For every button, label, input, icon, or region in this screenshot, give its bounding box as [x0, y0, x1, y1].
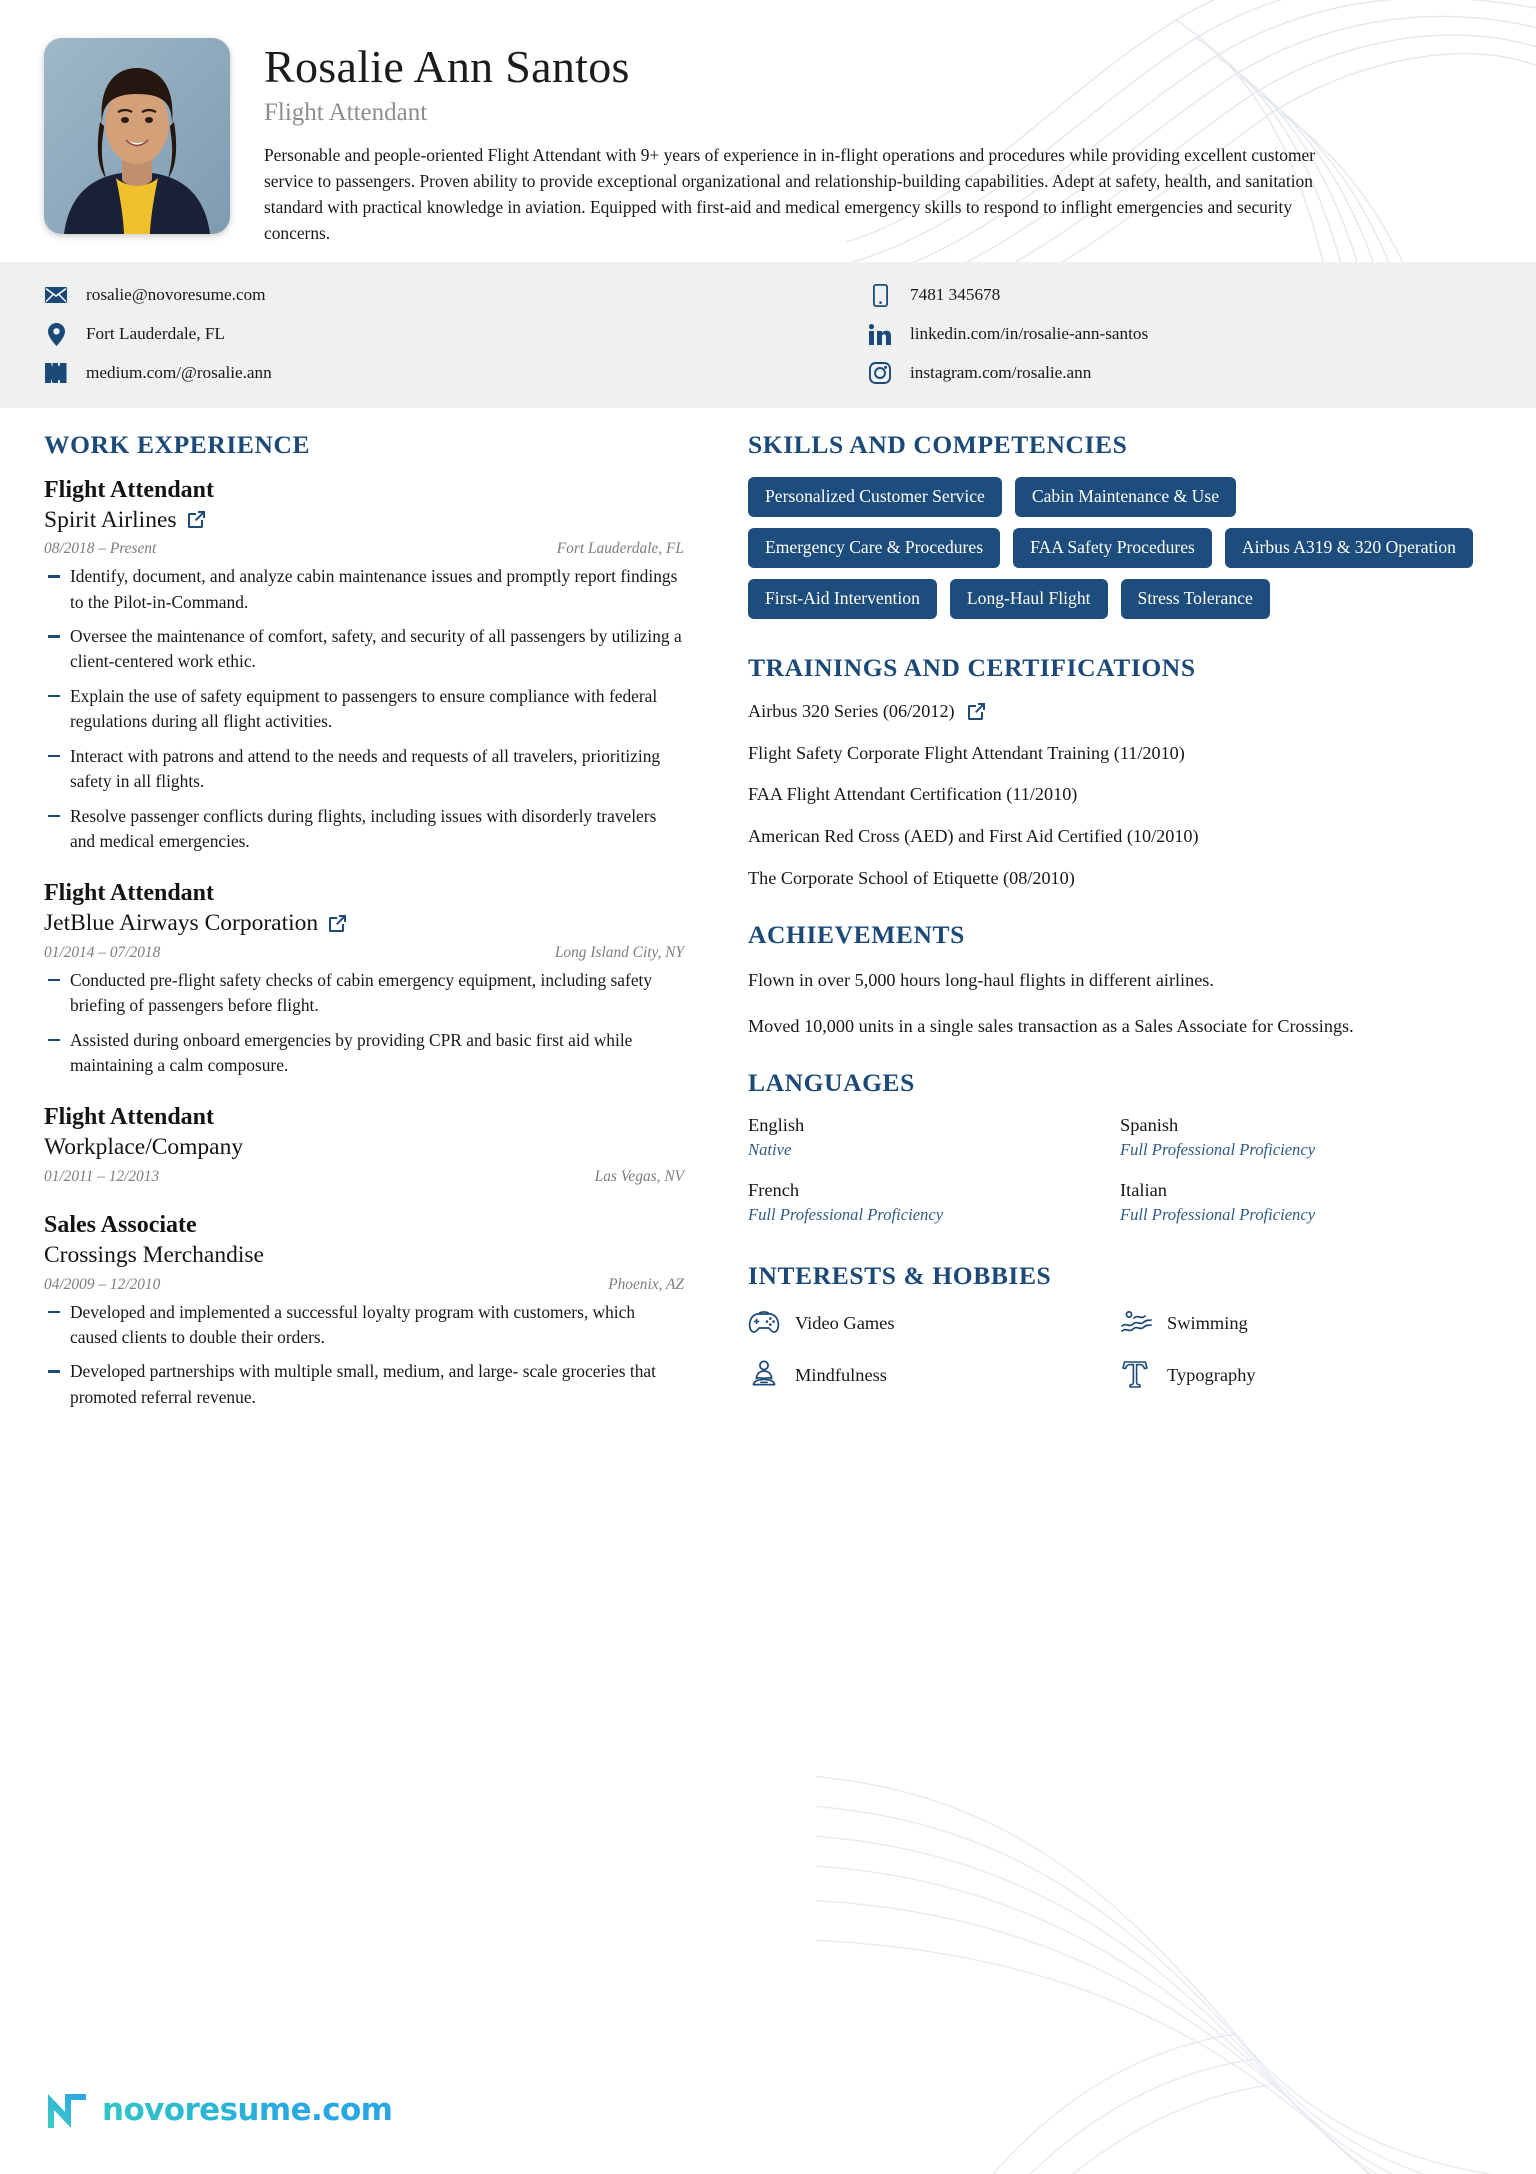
- job-meta: [44, 540, 684, 558]
- contact-location-text: Fort Lauderdale, FL: [86, 324, 225, 344]
- header-summary: Personable and people-oriented Flight Attendant with 9+ years of experience in in-flight operations and procedures while providing excellent customer service to passengers. Proven ability to provide exceptional organizational and relationship-building capabilities. Adept at safety, health, and sanitation standard with practical knowledge in aviation. Equipped with first-aid and medical emergency skills to respond to inflight emergencies and security concerns.: [264, 144, 1316, 243]
- training-text: Airbus 320 Series (06/2012): [748, 700, 955, 721]
- achievement-item: Flown in over 5,000 hours long-haul flights in different airlines.: [748, 969, 1214, 990]
- achievement-item: Moved 10,000 units in a single sales transaction as a Sales Associate for Crossings.: [748, 1016, 1354, 1037]
- job-dates: 08/2018 – Present: [44, 540, 157, 558]
- job-location: Fort Lauderdale, FL: [556, 540, 684, 558]
- page-title: Rosalie Ann Santos: [264, 41, 630, 92]
- language-level: Full Professional Proficiency: [1120, 1204, 1316, 1224]
- section-heading-interests: INTERESTS & HOBBIES: [748, 1261, 1052, 1291]
- job-entry: [44, 878, 684, 1078]
- job-bullet: Oversee the maintenance of comfort, safety, and security of all passengers by utilizing a client-centered work ethic.: [44, 624, 684, 675]
- job-location: Las Vegas, NV: [594, 1168, 684, 1186]
- contact-item-phone[interactable]: [868, 280, 1492, 310]
- contact-item-instagram[interactable]: [868, 358, 1492, 388]
- interest-item: [748, 1360, 1120, 1392]
- training-text: The Corporate School of Etiquette (08/2010): [748, 867, 1075, 888]
- interest-item: [748, 1308, 1120, 1340]
- job-company-name: Workplace/Company: [44, 1134, 244, 1161]
- language-item: [1120, 1179, 1492, 1226]
- novoresume-logo-icon: [44, 2088, 90, 2132]
- external-link-icon[interactable]: [328, 914, 347, 933]
- linkedin-icon: [868, 322, 892, 346]
- medium-icon: [44, 361, 68, 385]
- contact-item-email[interactable]: [44, 280, 768, 310]
- interest-label: Mindfulness: [795, 1365, 887, 1386]
- job-location: Long Island City, NY: [554, 943, 684, 961]
- contact-phone-text: 7481 345678: [910, 285, 1001, 305]
- training-item: [748, 825, 1492, 849]
- location-pin-icon: [44, 322, 68, 346]
- resume-body: [0, 408, 1536, 1434]
- resume-header: [0, 0, 1536, 262]
- instagram-icon: [868, 361, 892, 385]
- language-level: Native: [748, 1140, 792, 1160]
- job-bullet: Assisted during onboard emergencies by providing CPR and basic first aid while maintaining a calm composure.: [44, 1028, 684, 1079]
- section-heading-trainings: TRAININGS AND CERTIFICATIONS: [748, 653, 1196, 683]
- language-item: [1120, 1114, 1492, 1161]
- training-item: [748, 742, 1492, 766]
- trainings-list: [748, 700, 1492, 890]
- training-text: Flight Safety Corporate Flight Attendant Training (11/2010): [748, 742, 1185, 763]
- training-item: [748, 867, 1492, 891]
- gamepad-icon: [748, 1308, 780, 1340]
- contact-column-left: [44, 280, 768, 388]
- language-level: Full Professional Proficiency: [1120, 1140, 1316, 1160]
- skill-chip: Emergency Care & Procedures: [748, 528, 1000, 568]
- job-entry: [44, 475, 684, 855]
- job-bullet: Developed partnerships with multiple small, medium, and large- scale groceries that promoted referral revenue.: [44, 1359, 684, 1410]
- achievements-list: [748, 967, 1492, 1040]
- job-role: Flight Attendant: [44, 476, 215, 503]
- language-item: [748, 1179, 1120, 1226]
- section-heading-work-experience: WORK EXPERIENCE: [44, 430, 311, 460]
- job-role: Flight Attendant: [44, 1104, 215, 1131]
- contact-instagram-text: instagram.com/rosalie.ann: [910, 363, 1092, 383]
- language-level: Full Professional Proficiency: [748, 1204, 944, 1224]
- language-name: Spanish: [1120, 1115, 1179, 1136]
- training-item: [748, 783, 1492, 807]
- job-meta: [44, 1168, 684, 1186]
- section-heading-languages: LANGUAGES: [748, 1067, 915, 1097]
- job-bullet: Interact with patrons and attend to the needs and requests of all travelers, prioritizing safety in all flights.: [44, 744, 684, 795]
- job-dates: 01/2014 – 07/2018: [44, 943, 161, 961]
- languages-list: [748, 1114, 1492, 1225]
- avatar: [44, 38, 230, 234]
- job-company: [44, 908, 684, 939]
- job-entry: [44, 1102, 684, 1186]
- skill-chip: FAA Safety Procedures: [1013, 528, 1212, 568]
- skill-chip: Stress Tolerance: [1121, 579, 1270, 619]
- language-name: French: [748, 1179, 800, 1200]
- job-bullet-list: [44, 564, 684, 854]
- language-item: [748, 1114, 1120, 1161]
- job-bullet: Explain the use of safety equipment to passengers to ensure compliance with federal regulations during all flight activities.: [44, 684, 684, 735]
- skill-chip: Airbus A319 & 320 Operation: [1225, 528, 1473, 568]
- interest-label: Swimming: [1167, 1313, 1248, 1334]
- interest-label: Video Games: [795, 1313, 895, 1334]
- contact-item-medium[interactable]: [44, 358, 768, 388]
- contact-item-location[interactable]: [44, 319, 768, 349]
- job-bullet-list: [44, 1300, 684, 1411]
- contact-medium-text: medium.com/@rosalie.ann: [86, 363, 272, 383]
- mobile-phone-icon: [868, 283, 892, 307]
- header-text-block: [264, 38, 1492, 246]
- job-company-name: Spirit Airlines: [44, 506, 177, 533]
- job-bullet: Resolve passenger conflicts during flights, including issues with disorderly travelers and medical emergencies.: [44, 804, 684, 855]
- avatar-photo: [44, 38, 230, 234]
- interest-item: [1120, 1308, 1492, 1340]
- skills-chip-list: [748, 477, 1492, 620]
- section-heading-skills: SKILLS AND COMPETENCIES: [748, 430, 1128, 460]
- interests-list: [748, 1308, 1492, 1392]
- job-role: Flight Attendant: [44, 880, 215, 907]
- external-link-icon[interactable]: [967, 702, 986, 721]
- interest-item: [1120, 1360, 1492, 1392]
- job-company-name: Crossings Merchandise: [44, 1242, 264, 1269]
- job-bullet: Developed and implemented a successful loyalty program with customers, which caused clients to double their orders.: [44, 1300, 684, 1351]
- left-column: [44, 430, 684, 1434]
- decorative-swirl-bottom: [816, 1714, 1536, 2174]
- job-role: Sales Associate: [44, 1212, 197, 1239]
- language-name: English: [748, 1115, 805, 1136]
- job-dates: 01/2011 – 12/2013: [44, 1168, 160, 1186]
- training-item: [748, 700, 1492, 724]
- training-text: FAA Flight Attendant Certification (11/2010): [748, 784, 1078, 805]
- job-company-name: JetBlue Airways Corporation: [44, 910, 319, 937]
- job-bullet: Conducted pre-flight safety checks of cabin emergency equipment, including safety briefing of passengers before flight.: [44, 968, 684, 1019]
- job-meta: [44, 1276, 684, 1294]
- footer-brand-text: novoresume.com: [102, 2092, 393, 2128]
- email-icon: [44, 283, 68, 307]
- job-location: Phoenix, AZ: [608, 1275, 684, 1293]
- contact-item-linkedin[interactable]: [868, 319, 1492, 349]
- header-job-title: Flight Attendant: [264, 98, 428, 126]
- contact-linkedin-text: linkedin.com/in/rosalie-ann-santos: [910, 324, 1149, 344]
- interest-label: Typography: [1167, 1365, 1256, 1386]
- job-bullet-list: [44, 968, 684, 1079]
- training-text: American Red Cross (AED) and First Aid Certified (10/2010): [748, 825, 1199, 846]
- contact-email-text: rosalie@novoresume.com: [86, 285, 266, 305]
- job-entry: [44, 1210, 684, 1410]
- waves-icon: [1120, 1308, 1152, 1340]
- contact-bar: [0, 262, 1536, 408]
- typography-icon: [1120, 1360, 1152, 1392]
- skill-chip: Long-Haul Flight: [950, 579, 1108, 619]
- job-company: [44, 1240, 684, 1271]
- right-column: [748, 430, 1492, 1434]
- job-company: [44, 1132, 684, 1163]
- section-heading-achievements: ACHIEVEMENTS: [748, 920, 965, 950]
- meditation-icon: [748, 1360, 780, 1392]
- skill-chip: Cabin Maintenance & Use: [1015, 477, 1236, 517]
- job-dates: 04/2009 – 12/2010: [44, 1275, 161, 1293]
- skill-chip: First-Aid Intervention: [748, 579, 937, 619]
- job-company: [44, 505, 684, 536]
- skill-chip: Personalized Customer Service: [748, 477, 1002, 517]
- contact-column-right: [768, 280, 1492, 388]
- job-meta: [44, 944, 684, 962]
- external-link-icon[interactable]: [187, 510, 206, 529]
- job-bullet: Identify, document, and analyze cabin maintenance issues and promptly report findings to the Pilot-in-Command.: [44, 564, 684, 615]
- footer-brand[interactable]: [44, 2088, 392, 2132]
- language-name: Italian: [1120, 1179, 1167, 1200]
